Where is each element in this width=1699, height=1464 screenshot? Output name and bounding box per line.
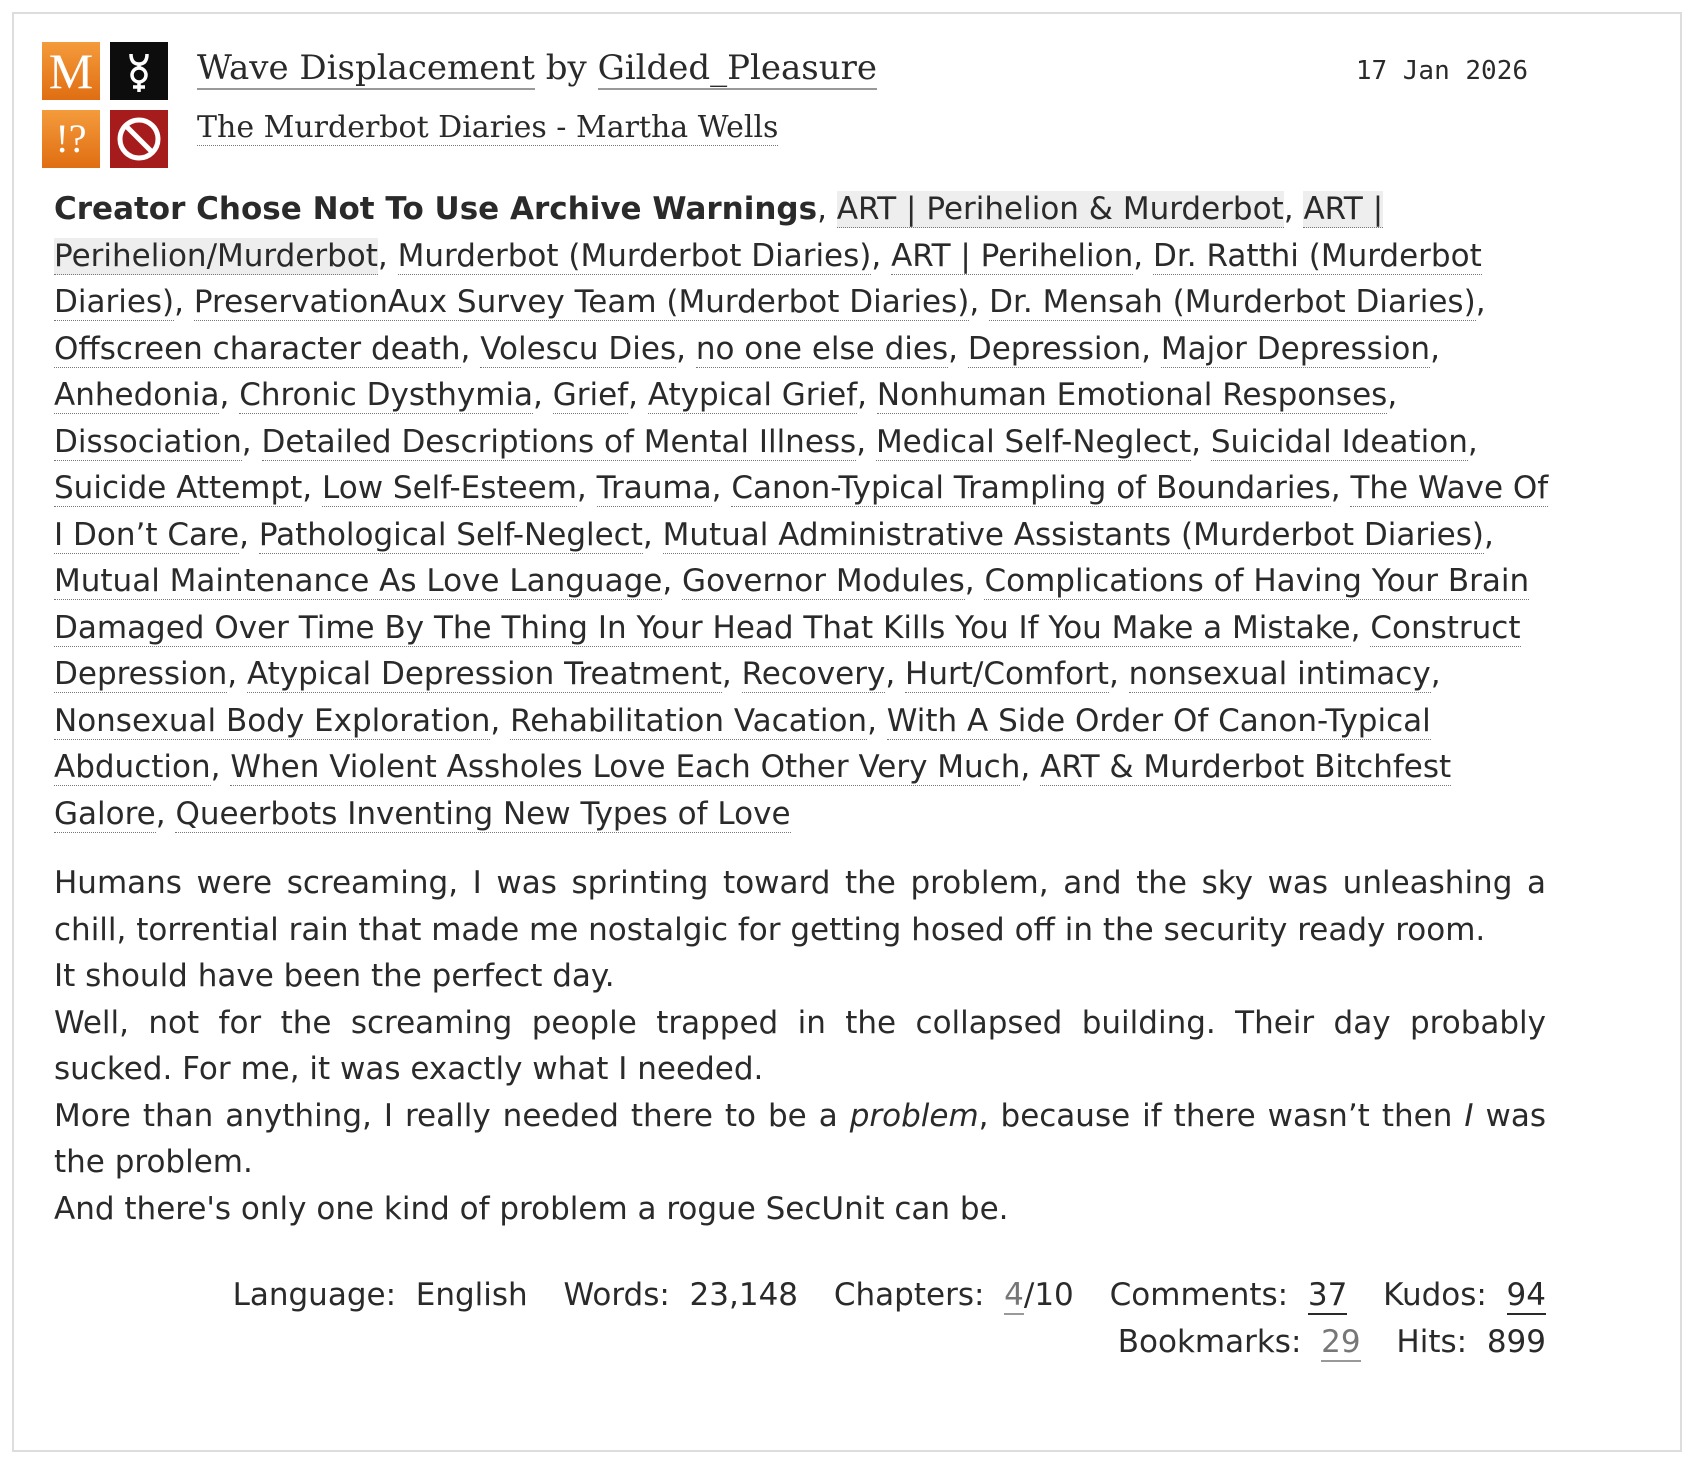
tag-item: Mutual Administrative Assistants (Murderbot Diaries),	[662, 516, 1494, 553]
summary-emphasis: I	[1464, 1097, 1474, 1134]
tag-item: Atypical Grief,	[647, 377, 877, 413]
latest-chapter-link[interactable]: 4	[1004, 1277, 1024, 1313]
language-value: English	[415, 1277, 528, 1313]
tag-item: Suicidal Ideation,	[1210, 423, 1478, 460]
freeform-tag-link[interactable]: no one else dies	[695, 330, 949, 367]
freeform-tag-link[interactable]: Dissociation	[54, 423, 242, 460]
summary-paragraph: Humans were screaming, I was sprinting toward the problem, and the sky was unleashing a chill, torrential rain that made me nostalgic for getting hosed off in the security ready room.	[54, 865, 1546, 948]
tag-item: no one else dies,	[695, 330, 968, 367]
freeform-tag-link[interactable]: Grief	[552, 377, 629, 413]
tag-item: ART | Perihelion/Murderbot,	[54, 191, 1384, 274]
work-blurb	[12, 12, 1682, 1452]
freeform-tag-link[interactable]: nonsexual intimacy	[1128, 656, 1431, 692]
freeform-tag-link[interactable]: Volescu Dies	[480, 330, 677, 367]
mature-rating-icon[interactable]	[42, 42, 100, 100]
freeform-tag-link[interactable]: Hurt/Comfort	[905, 656, 1109, 692]
freeform-tag-link[interactable]: Major Depression	[1160, 330, 1431, 367]
tag-item: Mutual Maintenance As Love Language,	[54, 563, 683, 599]
freeform-tag-link[interactable]: Nonhuman Emotional Responses	[876, 377, 1388, 413]
tag-item: Volescu Dies,	[480, 330, 696, 367]
bookmarks-link[interactable]: 29	[1321, 1323, 1361, 1360]
tag-item: Major Depression,	[1160, 330, 1440, 367]
tag-item: ART & Murderbot Bitchfest Galore,	[54, 749, 1452, 832]
choose-not-to-warn-icon[interactable]	[42, 110, 100, 168]
freeform-tag-link[interactable]: Suicidal Ideation	[1210, 423, 1468, 460]
stat-comments	[1110, 1277, 1348, 1313]
tag-item: With A Side Order Of Canon-Typical Abduction,	[54, 702, 1431, 785]
tag-item: Anhedonia,	[54, 377, 240, 413]
warning-tag-link[interactable]: Creator Chose Not To Use Archive Warnings	[54, 191, 818, 227]
freeform-tag-link[interactable]: Nonsexual Body Exploration	[54, 702, 491, 739]
kudos-label: Kudos:	[1383, 1277, 1487, 1313]
tag-item: Governor Modules,	[682, 563, 985, 599]
tag-item: The Wave Of I Don’t Care,	[54, 470, 1549, 553]
fandom-link[interactable]: The Murderbot Diaries - Martha Wells	[197, 110, 779, 145]
tag-item: Hurt/Comfort,	[905, 656, 1129, 692]
tag-item	[175, 796, 790, 833]
freeform-tag-link[interactable]: Mutual Administrative Assistants (Murderbot Diaries)	[662, 516, 1484, 553]
chapters-total: /10	[1023, 1277, 1074, 1313]
stat-words	[564, 1277, 798, 1313]
freeform-tag-link[interactable]: Construct Depression	[54, 609, 1521, 692]
character-tag-link[interactable]: Dr. Mensah (Murderbot Diaries)	[989, 284, 1476, 320]
tag-item: ART | Perihelion,	[891, 237, 1153, 274]
tag-item: Detailed Descriptions of Mental Illness,	[261, 423, 876, 460]
tag-item: PreservationAux Survey Team (Murderbot Diaries),	[193, 284, 990, 320]
kudos-link[interactable]: 94	[1506, 1277, 1546, 1313]
stat-kudos	[1383, 1277, 1546, 1313]
freeform-tag-link[interactable]: The Wave Of I Don’t Care	[54, 470, 1549, 553]
tag-item: Grief,	[552, 377, 648, 413]
stat-hits	[1396, 1324, 1546, 1360]
warning-letter: !?	[55, 116, 87, 161]
tag-item: Creator Chose Not To Use Archive Warnings,	[54, 191, 837, 227]
summary-paragraph	[54, 1093, 1546, 1186]
freeform-tag-link[interactable]: Pathological Self-Neglect	[258, 516, 643, 553]
character-tag-link[interactable]: Murderbot (Murderbot Diaries)	[397, 237, 872, 274]
work-title-link[interactable]: Wave Displacement	[197, 48, 535, 88]
tag-item: Dr. Ratthi (Murderbot Diaries),	[54, 237, 1482, 320]
by-label: by	[545, 48, 587, 88]
summary-paragraph: It should have been the perfect day.	[54, 958, 615, 994]
tag-item: Depression,	[967, 330, 1161, 367]
tag-item: Canon-Typical Trampling of Boundaries,	[731, 470, 1351, 506]
bookmarks-label: Bookmarks:	[1117, 1323, 1302, 1360]
freeform-tag-link[interactable]: Chronic Dysthymia	[239, 377, 534, 413]
freeform-tag-link[interactable]: Mutual Maintenance As Love Language	[54, 563, 663, 599]
tag-item: Complications of Having Your Brain Damaged Over Time By The Thing In Your Head That Kills You If You Make a Mistake,	[54, 563, 1530, 646]
words-label: Words:	[563, 1277, 670, 1313]
freeform-tag-link[interactable]: Offscreen character death	[54, 330, 461, 367]
summary-paragraph: Well, not for the screaming people trapped in the collapsed building. Their day probably sucked. For me, it was exactly what I needed.	[54, 1004, 1546, 1087]
tag-item: Rehabilitation Vacation,	[510, 702, 887, 739]
tag-item: Murderbot (Murderbot Diaries),	[397, 237, 892, 274]
work-in-progress-icon[interactable]	[110, 110, 168, 168]
character-tag-link[interactable]: ART | Perihelion	[891, 237, 1134, 274]
tag-list	[54, 186, 1554, 837]
no-entry-glyph	[110, 110, 168, 168]
summary-text: , because if there wasn’t then	[978, 1097, 1465, 1134]
freeform-tag-link[interactable]: When Violent Assholes Love Each Other Very Much	[230, 749, 1021, 785]
freeform-tag-link[interactable]: Trauma	[596, 470, 712, 506]
tag-item: Nonhuman Emotional Responses,	[876, 377, 1398, 413]
fandom-heading	[197, 110, 778, 145]
stat-bookmarks	[1118, 1324, 1361, 1360]
tag-item: Nonsexual Body Exploration,	[54, 702, 511, 739]
freeform-tag-link[interactable]: Atypical Depression Treatment	[247, 656, 722, 692]
tag-item: Trauma,	[596, 470, 732, 506]
freeform-tag-link[interactable]: Recovery	[741, 656, 886, 692]
freeform-tag-link[interactable]: Medical Self-Neglect	[875, 423, 1192, 460]
comments-label: Comments:	[1109, 1277, 1289, 1313]
freeform-tag-link[interactable]: Governor Modules	[682, 563, 965, 599]
tag-item: Offscreen character death,	[54, 330, 481, 367]
character-tag-link[interactable]: PreservationAux Survey Team (Murderbot Diaries)	[193, 284, 970, 320]
tag-item: Low Self-Esteem,	[322, 470, 597, 506]
freeform-tag-link[interactable]: With A Side Order Of Canon-Typical Abduction	[54, 702, 1431, 785]
freeform-tag-link[interactable]: Low Self-Esteem	[322, 470, 577, 506]
tag-item: Pathological Self-Neglect,	[258, 516, 663, 553]
tag-item: Recovery,	[741, 656, 906, 692]
summary-paragraph: And there's only one kind of problem a rogue SecUnit can be.	[54, 1190, 1009, 1227]
relationship-tag-link[interactable]: ART | Perihelion/Murderbot	[54, 191, 1384, 274]
tag-item: nonsexual intimacy,	[1128, 656, 1441, 692]
summary-text: More than anything, I really needed there to be a	[54, 1097, 850, 1134]
freeform-tag-link[interactable]: Atypical Grief	[647, 377, 858, 413]
author-link[interactable]: Gilded_Pleasure	[597, 48, 878, 88]
summary	[54, 860, 1546, 1232]
words-value: 23,148	[689, 1277, 799, 1313]
summary-text: was the problem.	[54, 1097, 1546, 1180]
chapters-label: Chapters:	[833, 1277, 985, 1313]
stat-chapters	[834, 1277, 1074, 1313]
freeform-tag-link[interactable]: Suicide Attempt	[54, 470, 303, 506]
relationship-tag-link[interactable]: ART | Perihelion & Murderbot	[836, 191, 1284, 227]
tag-item: Chronic Dysthymia,	[239, 377, 553, 413]
freeform-tag-link[interactable]: ART & Murderbot Bitchfest Galore	[54, 749, 1452, 832]
stat-language	[233, 1277, 528, 1313]
tag-item: ART | Perihelion & Murderbot,	[836, 191, 1304, 227]
freeform-tag-link[interactable]: Anhedonia	[54, 377, 220, 413]
freeform-tag-link[interactable]: Complications of Having Your Brain Damaged Over Time By The Thing In Your Head That Kills You If You Make a Mistake	[54, 563, 1530, 646]
comments-link[interactable]: 37	[1307, 1277, 1348, 1313]
hits-label: Hits:	[1396, 1323, 1468, 1360]
tag-item: Atypical Depression Treatment,	[247, 656, 742, 692]
character-tag-link[interactable]: Dr. Ratthi (Murderbot Diaries)	[54, 237, 1482, 320]
work-heading	[197, 48, 877, 88]
tag-item: Medical Self-Neglect,	[875, 423, 1211, 460]
other-category-icon[interactable]	[110, 42, 168, 100]
tag-item: Construct Depression,	[54, 609, 1521, 692]
work-stats	[54, 1272, 1546, 1365]
tag-item: Dr. Mensah (Murderbot Diaries),	[989, 284, 1486, 320]
hits-value: 899	[1486, 1323, 1546, 1360]
language-label: Language:	[232, 1277, 397, 1313]
freeform-tag-link[interactable]: Depression	[967, 330, 1142, 367]
freeform-tag-link[interactable]: Rehabilitation Vacation	[510, 702, 868, 739]
category-glyph	[110, 42, 168, 100]
freeform-tag-link[interactable]: Detailed Descriptions of Mental Illness	[261, 423, 857, 460]
rating-letter: M	[48, 43, 94, 99]
publish-date: 17 Jan 2026	[1355, 56, 1528, 86]
freeform-tag-link[interactable]: Canon-Typical Trampling of Boundaries	[731, 470, 1331, 506]
tag-item: Dissociation,	[54, 423, 262, 460]
tag-item: When Violent Assholes Love Each Other Very Much,	[230, 749, 1041, 785]
summary-emphasis: problem	[849, 1097, 979, 1134]
freeform-tag-link[interactable]: Queerbots Inventing New Types of Love	[175, 795, 791, 832]
tag-item: Suicide Attempt,	[54, 470, 322, 506]
